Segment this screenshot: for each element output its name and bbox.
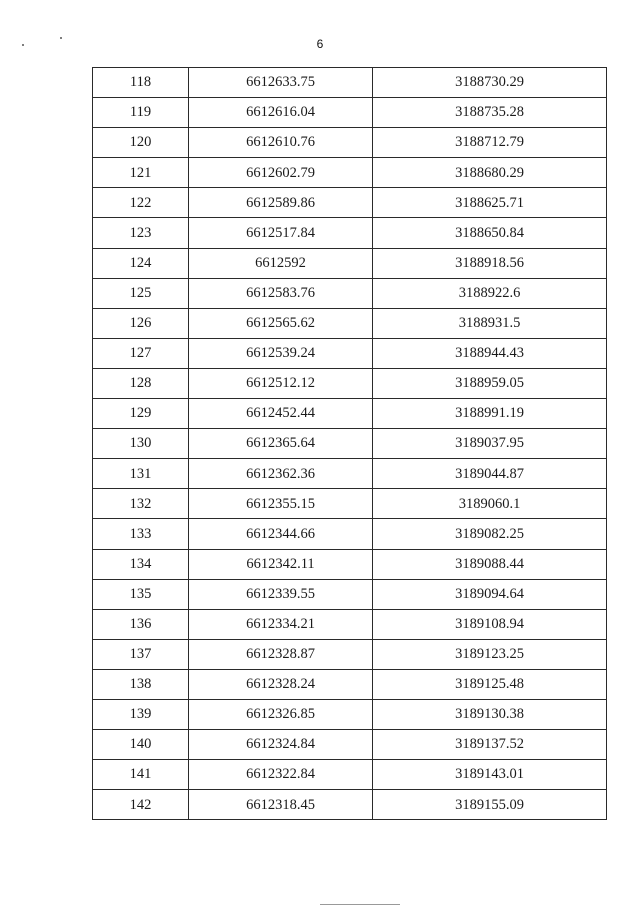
y-coordinate-cell: 3188959.05 bbox=[373, 368, 607, 398]
point-number-cell: 128 bbox=[93, 368, 189, 398]
x-coordinate-cell: 6612610.76 bbox=[189, 128, 373, 158]
x-coordinate-cell: 6612539.24 bbox=[189, 338, 373, 368]
y-coordinate-cell: 3189108.94 bbox=[373, 609, 607, 639]
point-number-cell: 132 bbox=[93, 489, 189, 519]
point-number-cell: 142 bbox=[93, 790, 189, 820]
y-coordinate-cell: 3189143.01 bbox=[373, 760, 607, 790]
point-number-cell: 125 bbox=[93, 278, 189, 308]
y-coordinate-cell: 3189094.64 bbox=[373, 579, 607, 609]
table-row bbox=[93, 489, 607, 519]
table-row bbox=[93, 218, 607, 248]
point-number-cell: 123 bbox=[93, 218, 189, 248]
point-number-cell: 130 bbox=[93, 429, 189, 459]
y-coordinate-cell: 3188712.79 bbox=[373, 128, 607, 158]
y-coordinate-cell: 3189088.44 bbox=[373, 549, 607, 579]
y-coordinate-cell: 3188730.29 bbox=[373, 68, 607, 98]
table-row bbox=[93, 669, 607, 699]
x-coordinate-cell: 6612365.64 bbox=[189, 429, 373, 459]
point-number-cell: 122 bbox=[93, 188, 189, 218]
point-number-cell: 136 bbox=[93, 609, 189, 639]
table-row bbox=[93, 68, 607, 98]
page-number: 6 bbox=[316, 37, 324, 51]
point-number-cell: 127 bbox=[93, 338, 189, 368]
point-number-cell: 134 bbox=[93, 549, 189, 579]
x-coordinate-cell: 6612339.55 bbox=[189, 579, 373, 609]
point-number-cell: 119 bbox=[93, 98, 189, 128]
table-row bbox=[93, 338, 607, 368]
x-coordinate-cell: 6612583.76 bbox=[189, 278, 373, 308]
table-row bbox=[93, 278, 607, 308]
x-coordinate-cell: 6612355.15 bbox=[189, 489, 373, 519]
point-number-cell: 138 bbox=[93, 669, 189, 699]
table-row bbox=[93, 399, 607, 429]
table-row bbox=[93, 308, 607, 338]
point-number-cell: 133 bbox=[93, 519, 189, 549]
table-row bbox=[93, 699, 607, 729]
point-number-cell: 141 bbox=[93, 760, 189, 790]
table-row bbox=[93, 248, 607, 278]
x-coordinate-cell: 6612616.04 bbox=[189, 98, 373, 128]
x-coordinate-cell: 6612328.24 bbox=[189, 669, 373, 699]
x-coordinate-cell: 6612517.84 bbox=[189, 218, 373, 248]
point-number-cell: 131 bbox=[93, 459, 189, 489]
y-coordinate-cell: 3189125.48 bbox=[373, 669, 607, 699]
table-row bbox=[93, 158, 607, 188]
table-row bbox=[93, 459, 607, 489]
y-coordinate-cell: 3189137.52 bbox=[373, 730, 607, 760]
table-row bbox=[93, 368, 607, 398]
point-number-cell: 140 bbox=[93, 730, 189, 760]
table-row bbox=[93, 579, 607, 609]
x-coordinate-cell: 6612328.87 bbox=[189, 639, 373, 669]
table-row bbox=[93, 760, 607, 790]
y-coordinate-cell: 3188991.19 bbox=[373, 399, 607, 429]
y-coordinate-cell: 3188735.28 bbox=[373, 98, 607, 128]
x-coordinate-cell: 6612318.45 bbox=[189, 790, 373, 820]
x-coordinate-cell: 6612512.12 bbox=[189, 368, 373, 398]
y-coordinate-cell: 3189082.25 bbox=[373, 519, 607, 549]
coordinates-table-body bbox=[93, 68, 607, 820]
x-coordinate-cell: 6612602.79 bbox=[189, 158, 373, 188]
y-coordinate-cell: 3189037.95 bbox=[373, 429, 607, 459]
table-row bbox=[93, 730, 607, 760]
table-row bbox=[93, 128, 607, 158]
x-coordinate-cell: 6612344.66 bbox=[189, 519, 373, 549]
point-number-cell: 135 bbox=[93, 579, 189, 609]
y-coordinate-cell: 3189155.09 bbox=[373, 790, 607, 820]
x-coordinate-cell: 6612322.84 bbox=[189, 760, 373, 790]
table-row bbox=[93, 790, 607, 820]
y-coordinate-cell: 3189060.1 bbox=[373, 489, 607, 519]
x-coordinate-cell: 6612589.86 bbox=[189, 188, 373, 218]
y-coordinate-cell: 3188918.56 bbox=[373, 248, 607, 278]
y-coordinate-cell: 3188931.5 bbox=[373, 308, 607, 338]
y-coordinate-cell: 3189130.38 bbox=[373, 699, 607, 729]
table-row bbox=[93, 519, 607, 549]
table-row bbox=[93, 188, 607, 218]
table-row bbox=[93, 609, 607, 639]
table-row bbox=[93, 98, 607, 128]
point-number-cell: 137 bbox=[93, 639, 189, 669]
point-number-cell: 120 bbox=[93, 128, 189, 158]
y-coordinate-cell: 3188625.71 bbox=[373, 188, 607, 218]
x-coordinate-cell: 6612326.85 bbox=[189, 699, 373, 729]
y-coordinate-cell: 3188944.43 bbox=[373, 338, 607, 368]
coordinates-table bbox=[92, 67, 607, 820]
x-coordinate-cell: 6612334.21 bbox=[189, 609, 373, 639]
point-number-cell: 124 bbox=[93, 248, 189, 278]
x-coordinate-cell: 6612452.44 bbox=[189, 399, 373, 429]
y-coordinate-cell: 3188922.6 bbox=[373, 278, 607, 308]
point-number-cell: 118 bbox=[93, 68, 189, 98]
table-row bbox=[93, 429, 607, 459]
x-coordinate-cell: 6612324.84 bbox=[189, 730, 373, 760]
y-coordinate-cell: 3188650.84 bbox=[373, 218, 607, 248]
table-row bbox=[93, 639, 607, 669]
x-coordinate-cell: 6612565.62 bbox=[189, 308, 373, 338]
point-number-cell: 121 bbox=[93, 158, 189, 188]
point-number-cell: 126 bbox=[93, 308, 189, 338]
point-number-cell: 129 bbox=[93, 399, 189, 429]
x-coordinate-cell: 6612342.11 bbox=[189, 549, 373, 579]
table-row bbox=[93, 549, 607, 579]
point-number-cell: 139 bbox=[93, 699, 189, 729]
y-coordinate-cell: 3188680.29 bbox=[373, 158, 607, 188]
y-coordinate-cell: 3189123.25 bbox=[373, 639, 607, 669]
x-coordinate-cell: 6612362.36 bbox=[189, 459, 373, 489]
y-coordinate-cell: 3189044.87 bbox=[373, 459, 607, 489]
x-coordinate-cell: 6612633.75 bbox=[189, 68, 373, 98]
x-coordinate-cell: 6612592 bbox=[189, 248, 373, 278]
